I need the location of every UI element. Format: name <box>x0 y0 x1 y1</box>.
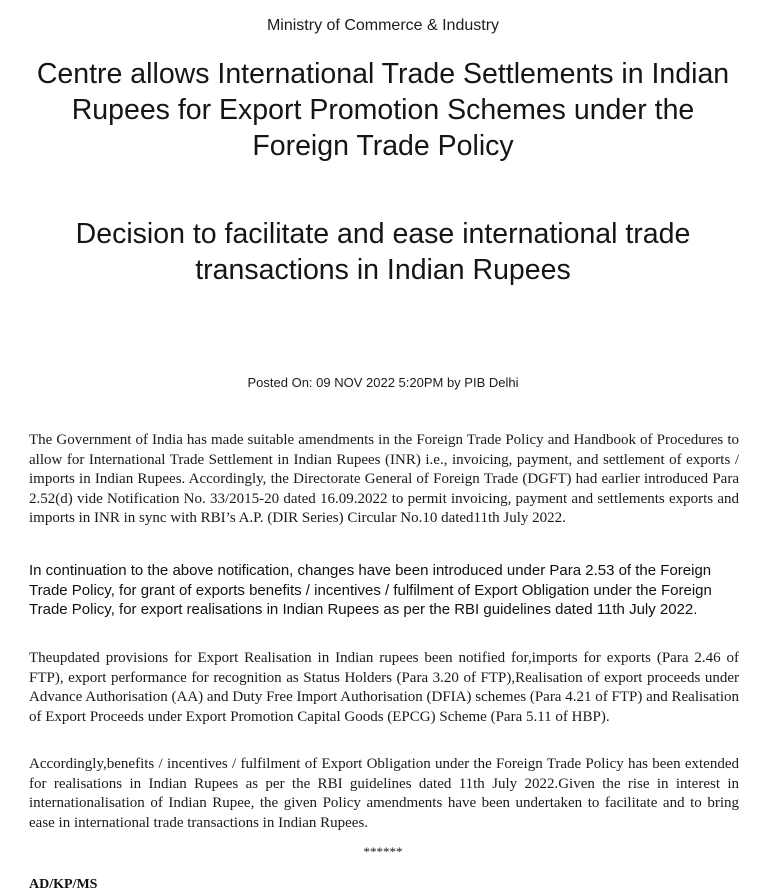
page-title: Centre allows International Trade Settlements in Indian Rupees for Export Promotion Schemes under the Foreign Trade Policy <box>36 58 730 162</box>
signoff-initials: AD/KP/MS <box>29 877 98 892</box>
ministry-name: Ministry of Commerce & Industry <box>266 17 500 34</box>
separator: ****** <box>363 844 403 859</box>
body-paragraph-1: The Government of India has made suitable amendments in the Foreign Trade Policy and Handbook of Procedures to allow for International Trade Settlement in Indian Rupees (INR) i.e., invoicing, payment, and settlement of exports / imports in Indian Rupees. Accordingly, the Directorate General of Foreign Trade (DGFT) had earlier introduced Para 2.52(d) vide Notification No. 33/2015-20 dated 16.09.2022 to permit invoicing, payment and settlements exports and imports in INR in sync with RBI’s A.P. (DIR Series) Circular No.10 dated11th July 2022. <box>29 432 739 527</box>
page-subtitle: Decision to facilitate and ease international trade transactions in Indian Rupees <box>75 218 691 286</box>
posted-info: Posted On: 09 NOV 2022 5:20PM by PIB Delhi <box>247 375 519 390</box>
body-paragraph-3: Theupdated provisions for Export Realisation in Indian rupees been notified for,imports for exports (Para 2.46 of FTP), export performance for recognition as Status Holders (Para 3.20 of FTP),Realisation of export proceeds under Advance Authorisation (AA) and Duty Free Import Authorisation (DFIA) schemes (Para 4.21 of FTP) and Realisation of Export Proceeds under Export Promotion Capital Goods (EPCG) Scheme (Para 5.11 of HBP). <box>29 650 739 725</box>
body-paragraph-4: Accordingly,benefits / incentives / fulfilment of Export Obligation under the Foreign Trade Policy has been extended for realisations in Indian Rupees as per the RBI guidelines dated 11th July 2022.Given the rise in interest in internationalisation of Indian Rupee, the given Policy amendments have been undertaken to facilitate and to bring ease in international trade transactions in Indian Rupees. <box>29 756 739 831</box>
body-paragraph-2: In continuation to the above notification, changes have been introduced under Para 2.53 of the Foreign Trade Policy, for grant of exports benefits / incentives / fulfilment of Export Obligation under the Foreign Trade Policy, for export realisations in Indian Rupees as per the RBI guidelines dated 11th July 2022. <box>29 562 712 619</box>
